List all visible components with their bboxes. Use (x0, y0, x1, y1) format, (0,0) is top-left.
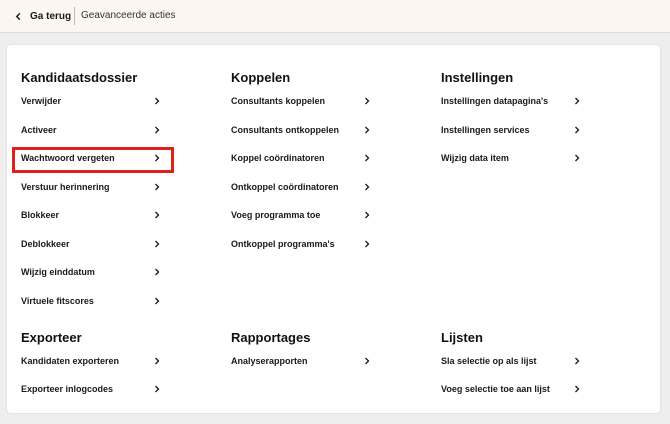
action-label: Consultants ontkoppelen (231, 125, 339, 135)
action-wijzig-einddatum[interactable] (21, 265, 161, 279)
chevron-right-icon (153, 183, 161, 191)
action-label: Wachtwoord vergeten (21, 153, 115, 163)
action-label: Kandidaten exporteren (21, 356, 120, 366)
chevron-right-icon (573, 357, 581, 365)
action-analyserapporten[interactable] (231, 354, 371, 368)
action-wijzig-data-item[interactable] (441, 151, 581, 165)
page-title: Geavanceerde acties (81, 10, 176, 21)
chevron-right-icon (153, 240, 161, 248)
section-title: Koppelen (231, 70, 291, 85)
chevron-right-icon (573, 154, 581, 162)
action-ontkoppel-programmas[interactable] (231, 237, 371, 251)
action-blokkeer[interactable] (21, 208, 161, 222)
action-label: Sla selectie op als lijst (441, 356, 537, 366)
action-label: Exporteer inlogcodes (21, 384, 114, 394)
action-voeg-selectie-toe-aan-lijst[interactable] (441, 382, 581, 396)
action-label: Instellingen services (441, 125, 530, 135)
action-exporteer-inlogcodes[interactable] (21, 382, 161, 396)
back-button[interactable] (14, 9, 71, 23)
action-consultants-koppelen[interactable] (231, 94, 371, 108)
chevron-left-icon (14, 12, 23, 21)
actions-card (7, 45, 660, 413)
chevron-right-icon (153, 97, 161, 105)
action-label: Voeg selectie toe aan lijst (441, 384, 550, 394)
action-label: Voeg programma toe (231, 210, 321, 220)
action-activeer[interactable] (21, 123, 161, 137)
action-label: Consultants koppelen (231, 96, 326, 106)
top-bar (0, 0, 670, 33)
action-label: Activeer (21, 125, 57, 135)
section-title: Kandidaatsdossier (21, 70, 138, 85)
action-label: Ontkoppel coördinatoren (231, 182, 339, 192)
chevron-right-icon (363, 154, 371, 162)
chevron-right-icon (363, 240, 371, 248)
action-label: Wijzig einddatum (21, 267, 95, 277)
chevron-right-icon (363, 211, 371, 219)
action-label: Wijzig data item (441, 153, 509, 163)
chevron-right-icon (153, 211, 161, 219)
action-instellingen-services[interactable] (441, 123, 581, 137)
chevron-right-icon (153, 126, 161, 134)
chevron-right-icon (573, 385, 581, 393)
section-title: Lijsten (441, 330, 483, 345)
action-instellingen-datapaginas[interactable] (441, 94, 581, 108)
action-label: Ontkoppel programma's (231, 239, 335, 249)
action-kandidaten-exporteren[interactable] (21, 354, 161, 368)
action-label: Verwijder (21, 96, 62, 106)
action-voeg-programma-toe[interactable] (231, 208, 371, 222)
divider (74, 7, 75, 25)
action-virtuele-fitscores[interactable] (21, 294, 161, 308)
chevron-right-icon (363, 357, 371, 365)
action-sla-selectie-op-als-lijst[interactable] (441, 354, 581, 368)
chevron-right-icon (573, 97, 581, 105)
action-label: Virtuele fitscores (21, 296, 94, 306)
action-label: Verstuur herinnering (21, 182, 110, 192)
section-title: Exporteer (21, 330, 82, 345)
action-deblokkeer[interactable] (21, 237, 161, 251)
chevron-right-icon (363, 97, 371, 105)
section-title: Instellingen (441, 70, 514, 85)
action-ontkoppel-coordinatoren[interactable] (231, 180, 371, 194)
action-koppel-coordinatoren[interactable] (231, 151, 371, 165)
action-label: Analyserapporten (231, 356, 308, 366)
section-title: Rapportages (231, 330, 311, 345)
chevron-right-icon (153, 268, 161, 276)
chevron-right-icon (363, 126, 371, 134)
chevron-right-icon (363, 183, 371, 191)
back-label: Ga terug (30, 10, 72, 22)
highlight-box (12, 147, 174, 173)
action-label: Instellingen datapagina's (441, 96, 549, 106)
chevron-right-icon (153, 385, 161, 393)
action-label: Blokkeer (21, 210, 60, 220)
action-verstuur-herinnering[interactable] (21, 180, 161, 194)
chevron-right-icon (153, 357, 161, 365)
action-consultants-ontkoppelen[interactable] (231, 123, 371, 137)
action-label: Deblokkeer (21, 239, 70, 249)
chevron-right-icon (153, 297, 161, 305)
action-verwijder[interactable] (21, 94, 161, 108)
chevron-right-icon (573, 126, 581, 134)
action-label: Koppel coördinatoren (231, 153, 325, 163)
